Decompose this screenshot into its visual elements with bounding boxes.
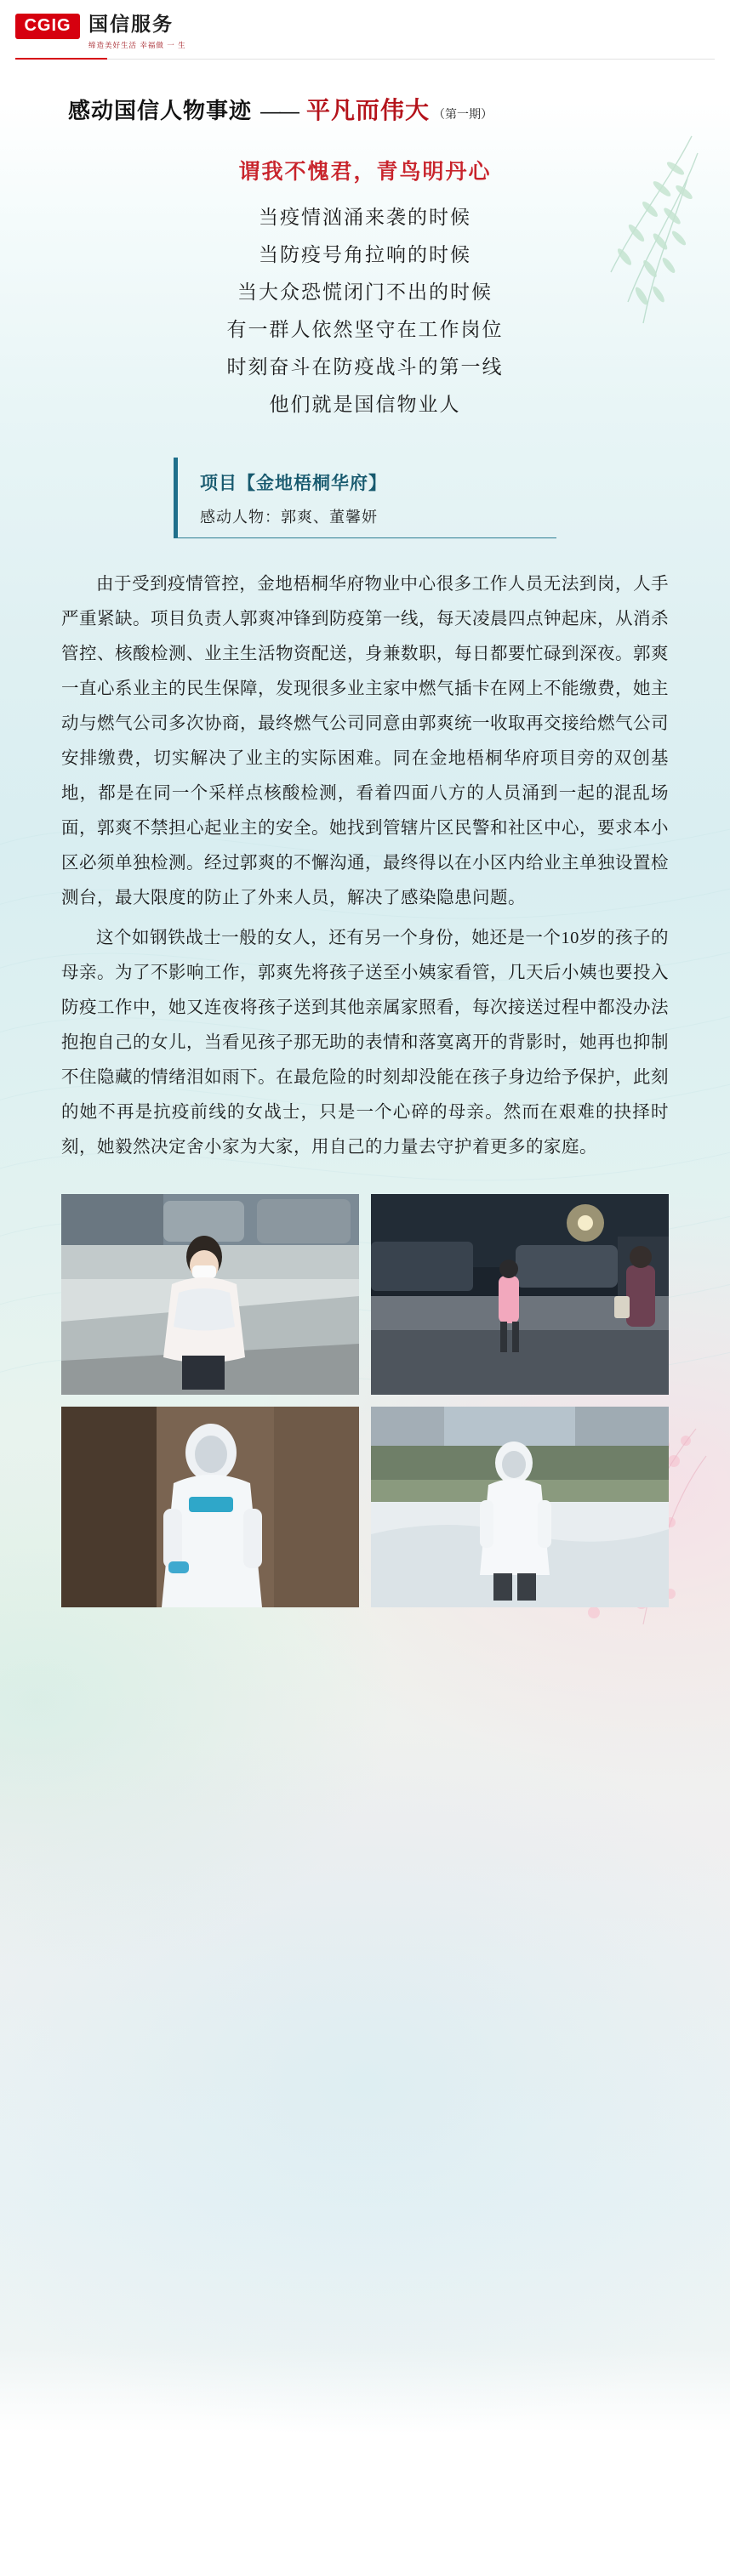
poem-lead-line: 谓我不愧君，青鸟明丹心 [238, 161, 492, 184]
brand-header [0, 0, 730, 63]
photo-night-street-delivery[interactable] [371, 1194, 669, 1395]
photo-worker-outdoors-snow[interactable] [371, 1407, 669, 1607]
poem-line-5: 时刻奋斗在防疫战斗的第一线 [226, 356, 504, 378]
project-info-box [174, 458, 556, 538]
page-title-dash: —— [260, 100, 299, 123]
project-name: 项目【金地梧桐华府】 [200, 474, 387, 493]
photo-woman-in-white-coat-snowy-road[interactable] [61, 1194, 359, 1395]
photo-gallery [61, 1194, 669, 1658]
article-paragraph-1: 由于受到疫情管控，金地梧桐华府物业中心很多工作人员无法到岗，人手严重紧缺。项目负责人郭爽冲锋到防疫第一线，每天凌晨四点钟起床，从消杀管控、核酸检测、业主生活物资配送，身兼数职，每日都要忙碌到深夜。郭爽一直心系业主的民生保障，发现很多业主家中燃气插卡在网上不能缴费，她主动与燃气公司多次协商，最终燃气公司同意由郭爽统一收取再交接给燃气公司安排缴费，切实解决了业主的实际困难。同在金地梧桐华府项目旁的双创基地，都是在同一个采样点核酸检测，看着四面八方的人员涌到一起的混乱场面，郭爽不禁担心起业主的安全。她找到管辖片区民警和社区中心，要求本小区必须单独检测。经过郭爽的不懈沟通，最终得以在小区内给业主单独设置检测台，最大限度的防止了外来人员，解决了感染隐患问题。 [61, 575, 669, 907]
logo-slogan: 缔造美好生活 幸福做 一 生 [88, 40, 186, 49]
poem-line-1: 当疫情汹涌来袭的时候 [259, 207, 471, 228]
page-title-highlight: 平凡而伟大 [306, 97, 431, 123]
poem-line-6: 他们就是国信物业人 [269, 394, 461, 415]
page-title-issue: （第一期） [433, 107, 493, 121]
poem-line-4: 有一群人依然坚守在工作岗位 [226, 319, 504, 340]
photo-medic-in-hazmat-suit[interactable] [61, 1407, 359, 1607]
project-people: 感动人物：郭爽、董馨妍 [200, 509, 378, 526]
page-title [0, 92, 730, 126]
article-body [61, 567, 669, 1165]
poem-line-3: 当大众恐慌闭门不出的时候 [237, 281, 493, 303]
header-divider [15, 59, 715, 60]
page-title-main: 感动国信人物事迹 [68, 98, 253, 123]
poem-line-2: 当防疫号角拉响的时候 [259, 244, 471, 265]
logo[interactable] [15, 14, 186, 50]
logo-company-name: 国信服务 [88, 12, 174, 35]
header-divider-accent [15, 58, 107, 60]
article-paragraph-2: 这个如钢铁战士一般的女人，还有另一个身份，她还是一个10岁的孩子的母亲。为了不影响工作，郭爽先将孩子送至小姨家看管，几天后小姨也要投入防疫工作中，她又连夜将孩子送到其他亲属家照看，每次接送过程中都没办法抱抱自己的女儿，当看见孩子那无助的表情和落寞离开的背影时，她再也抑制不住隐藏的情绪泪如雨下。在最危险的时刻却没能在孩子身边给予保护，此刻的她不再是抗疫前线的女战士，只是一个心碎的母亲。然而在艰难的抉择时刻，她毅然决定舍小家为大家，用自己的力量去守护着更多的家庭。 [61, 929, 669, 1157]
cgig-logo-mark: CGIG [15, 14, 80, 39]
poem-block [0, 155, 730, 424]
